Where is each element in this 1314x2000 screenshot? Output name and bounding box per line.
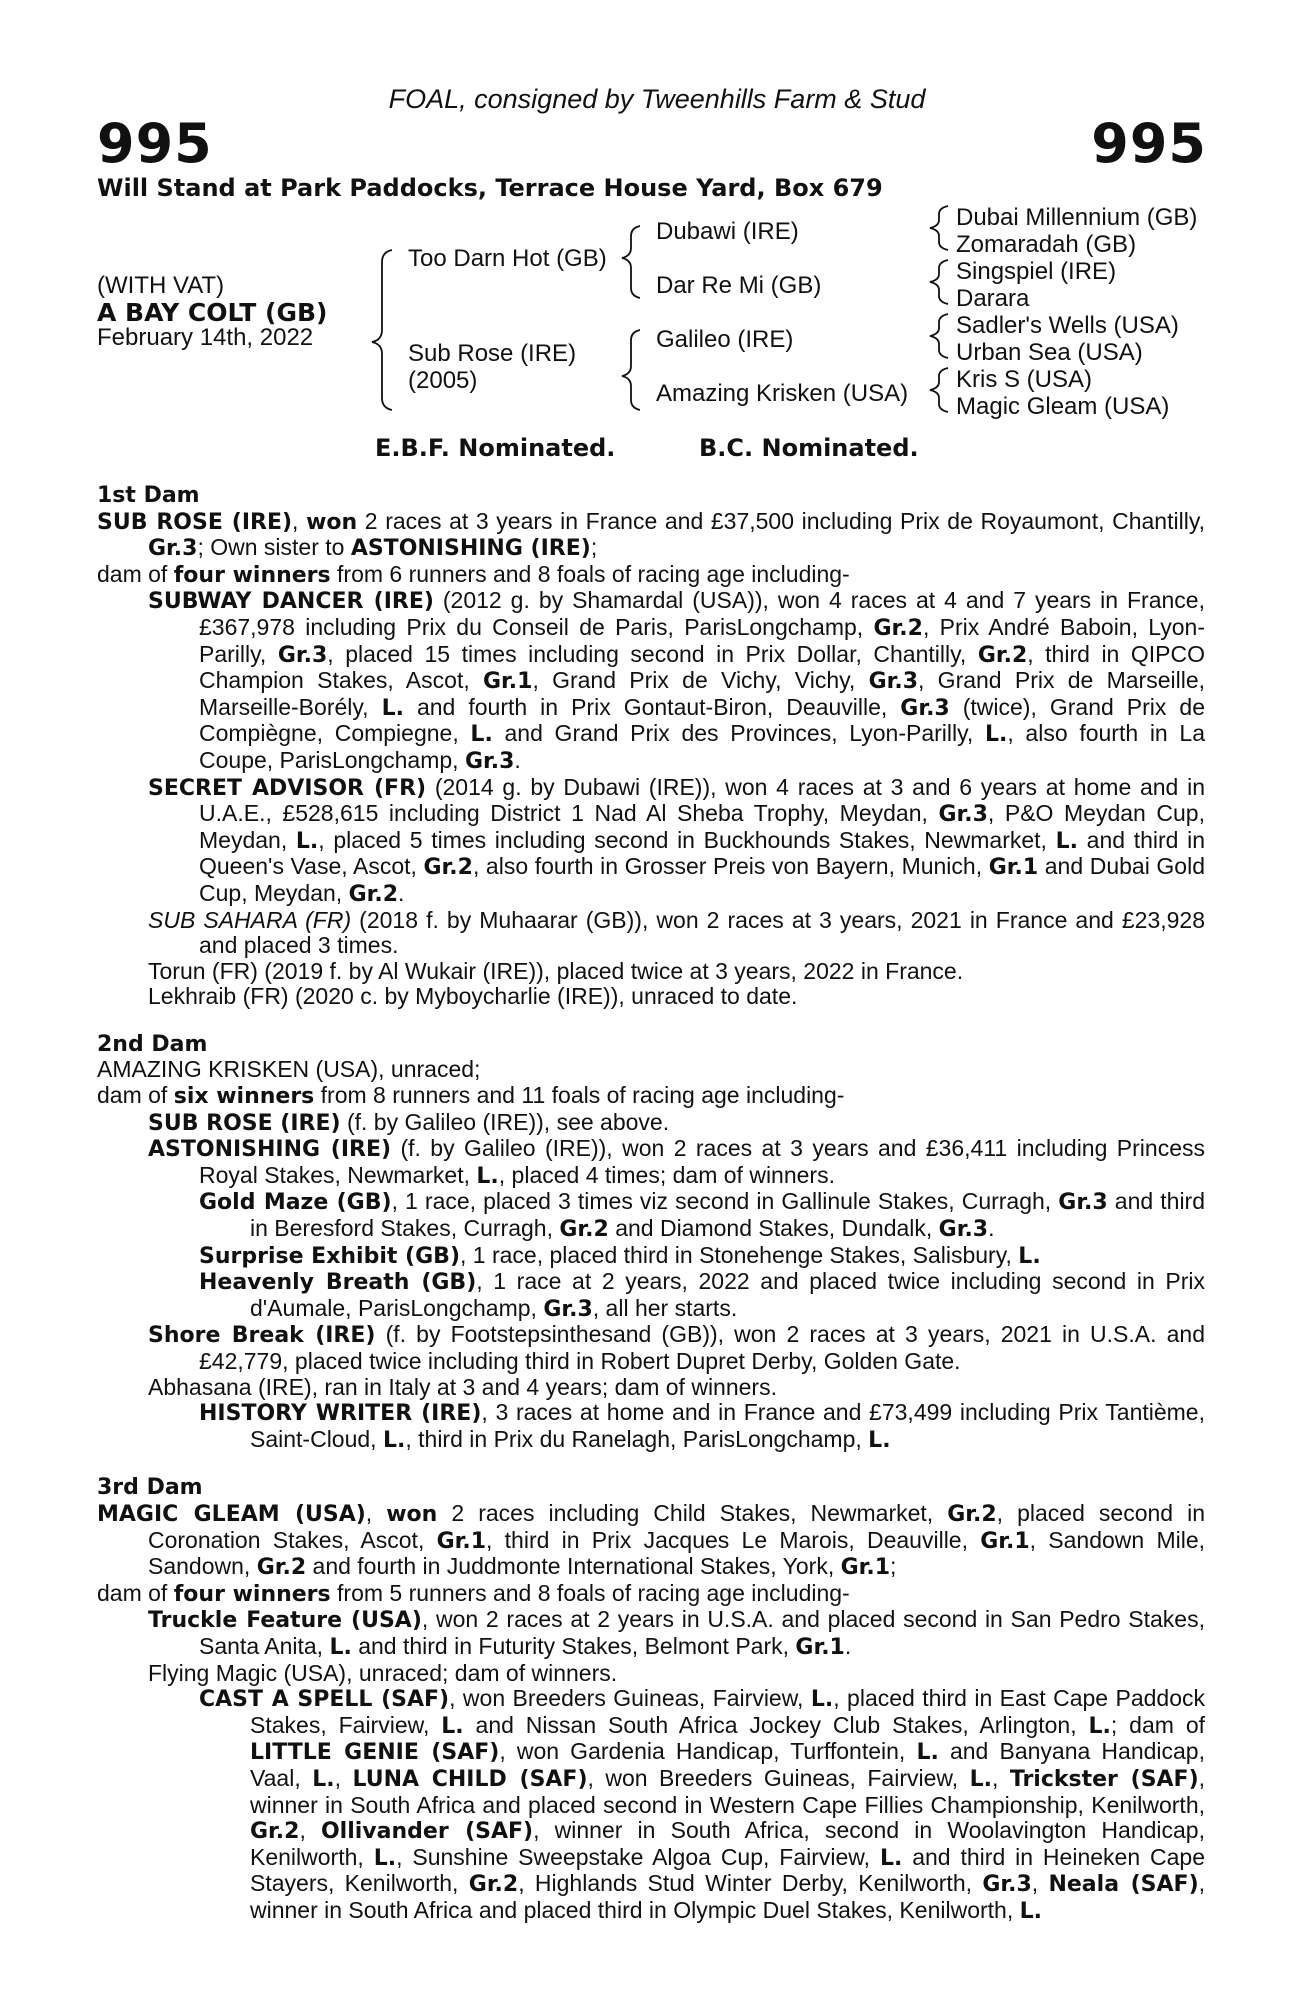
- consignor-line: FOAL, consigned by Tweenhills Farm & Stud: [388, 84, 926, 114]
- entry-paragraph: Shore Break (IRE) (f. by Footstepsinthesand (GB)), won 2 races at 3 years, 2021 in U.S.A. and £42,779, placed twice including third in Robert Dupret Derby, Golden Gate.: [148, 1321, 1205, 1374]
- third-dam-paragraphs: [97, 1501, 1205, 1925]
- dam-dam: Amazing Krisken (USA): [656, 380, 909, 407]
- entry-paragraph: dam of four winners from 6 runners and 8 foals of racing age including-: [97, 560, 850, 588]
- entry-paragraph: Torun (FR) (2019 f. by Al Wukair (IRE)), placed twice at 3 years, 2022 in France.: [148, 957, 964, 984]
- entry-paragraph: SUB SAHARA (FR) (2018 f. by Muhaarar (GB)), won 2 races at 3 years, 2021 in France and £23,928 and placed 3 times.: [148, 906, 1206, 959]
- entry-paragraph: HISTORY WRITER (IRE), 3 races at home and in France and £73,499 including Prix Tantième, Saint-Cloud, L., third in Prix du Ranelagh, ParisLongchamp, L.: [199, 1399, 1205, 1453]
- lot-number-right: 995: [1091, 112, 1207, 175]
- ggp-4: Darara: [956, 285, 1030, 312]
- catalogue-body: [97, 483, 1205, 1924]
- entry-paragraph: SUB ROSE (IRE) (f. by Galileo (IRE)), see above.: [148, 1108, 670, 1136]
- ggp-1: Dubai Millennium (GB): [956, 204, 1198, 231]
- ggp-5: Sadler's Wells (USA): [956, 312, 1179, 339]
- ggp-8: Magic Gleam (USA): [956, 393, 1170, 420]
- third-dam-heading: 3rd Dam: [97, 1475, 203, 1501]
- dam-year: (2005): [408, 367, 478, 394]
- bc-nominated: B.C. Nominated.: [699, 434, 919, 462]
- ebf-nominated: E.B.F. Nominated.: [375, 434, 616, 462]
- first-dam-paragraphs: [97, 509, 1205, 1010]
- entry-paragraph: AMAZING KRISKEN (USA), unraced;: [97, 1056, 481, 1083]
- entry-paragraph: dam of four winners from 5 runners and 8 foals of racing age including-: [97, 1579, 850, 1607]
- ggp-6: Urban Sea (USA): [956, 339, 1143, 366]
- entry-paragraph: dam of six winners from 8 runners and 11 foals of racing age including-: [97, 1082, 845, 1110]
- stand-location: Will Stand at Park Paddocks, Terrace House Yard, Box 679: [97, 174, 883, 202]
- entry-paragraph: Flying Magic (USA), unraced; dam of winners.: [148, 1659, 618, 1686]
- dam-sire: Galileo (IRE): [656, 326, 794, 353]
- dam: Sub Rose (IRE): [408, 340, 577, 367]
- entry-paragraph: Gold Maze (GB), 1 race, placed 3 times viz second in Gallinule Stakes, Curragh, Gr.3 and third in Beresford Stakes, Curragh, Gr.2 and Diamond Stakes, Dundalk, Gr.3.: [199, 1188, 1206, 1243]
- lot-number-left: 995: [97, 112, 213, 175]
- first-dam-heading: 1st Dam: [97, 483, 200, 508]
- entry-paragraph: ASTONISHING (IRE) (f. by Galileo (IRE)), won 2 races at 3 years and £36,411 including Princess Royal Stakes, Newmarket, L., placed 4 times; dam of winners.: [148, 1135, 1205, 1189]
- entry-paragraph: SUB ROSE (IRE), won 2 races at 3 years in France and £37,500 including Prix de Royaumont, Chantilly, Gr.3; Own sister to ASTONISHING (IRE);: [97, 507, 1205, 562]
- foaling-date: February 14th, 2022: [97, 324, 314, 351]
- ggp-2: Zomaradah (GB): [956, 231, 1137, 258]
- second-dam-section: [97, 1032, 1205, 1454]
- sire-sire: Dubawi (IRE): [656, 218, 799, 245]
- lot-title: A BAY COLT (GB): [97, 298, 328, 327]
- ggp-7: Kris S (USA): [956, 366, 1093, 393]
- entry-paragraph: MAGIC GLEAM (USA), won 2 races including Child Stakes, Newmarket, Gr.2, placed second in Coronation Stakes, Ascot, Gr.1, third in Prix Jacques Le Marois, Deauville, Gr.1, Sandown Mile, Sandown, Gr.2 and fourth in Juddmonte International Stakes, York, Gr.1;: [97, 1499, 1206, 1581]
- sire-dam: Dar Re Mi (GB): [656, 272, 822, 299]
- first-dam-section: [97, 483, 1205, 1010]
- sire: Too Darn Hot (GB): [408, 245, 607, 272]
- ggp-3: Singspiel (IRE): [956, 258, 1117, 285]
- entry-paragraph: CAST A SPELL (SAF), won Breeders Guineas, Fairview, L., placed third in East Cape Paddock Stakes, Fairview, L. and Nissan South Africa Jockey Club Stakes, Arlington, L.; dam of LITTLE GENIE (SAF), won Gardenia Handicap, Turffontein, L. and Banyana Handicap, Vaal, L., LUNA CHILD (SAF), won Breeders Guineas, Fairview, L., Trickster (SAF), winner in South Africa and placed second in Western Cape Fillies Championship, Kenilworth, Gr.2, Ollivander (SAF), winner in South Africa, second in Woolavington Handicap, Kenilworth, L., Sunshine Sweepstake Algoa Cup, Fairview, L. and third in Heineken Cape Stayers, Kenilworth, Gr.2, Highlands Stud Winter Derby, Kenilworth, Gr.3, Neala (SAF), winner in South Africa and placed third in Olympic Duel Stakes, Kenilworth, L.: [199, 1685, 1206, 1924]
- entry-paragraph: Truckle Feature (USA), won 2 races at 2 years in U.S.A. and placed second in San Pedro Stakes, Santa Anita, L. and third in Futurity Stakes, Belmont Park, Gr.1.: [148, 1606, 1205, 1660]
- entry-paragraph: SECRET ADVISOR (FR) (2014 g. by Dubawi (IRE)), won 4 races at 3 and 6 years at home and in U.A.E., £528,615 including District 1 Nad Al Sheba Trophy, Meydan, Gr.3, P&O Meydan Cup, Meydan, L., placed 5 times including second in Buckhounds Stakes, Newmarket, L. and third in Queen's Vase, Ascot, Gr.2, also fourth in Grosser Preis von Bayern, Munich, Gr.1 and Dubai Gold Cup, Meydan, Gr.2.: [148, 773, 1205, 907]
- entry-paragraph: Surprise Exhibit (GB), 1 race, placed third in Stonehenge Stakes, Salisbury, L.: [199, 1241, 1041, 1269]
- entry-paragraph: Abhasana (IRE), ran in Italy at 3 and 4 years; dam of winners.: [148, 1373, 777, 1400]
- second-dam-paragraphs: [97, 1057, 1205, 1453]
- entry-paragraph: SUBWAY DANCER (IRE) (2012 g. by Shamardal (USA)), won 4 races at 4 and 7 years in France, £367,978 including Prix du Conseil de Paris, ParisLongchamp, Gr.2, Prix André Baboin, Lyon-Parilly, Gr.3, placed 15 times including second in Prix Dollar, Chantilly, Gr.2, third in QIPCO Champion Stakes, Ascot, Gr.1, Grand Prix de Vichy, Vichy, Gr.3, Grand Prix de Marseille, Marseille-Borély, L. and fourth in Prix Gontaut-Biron, Deauville, Gr.3 (twice), Grand Prix de Compiègne, Compiegne, L. and Grand Prix des Provinces, Lyon-Parilly, L., also fourth in La Coupe, ParisLongchamp, Gr.3.: [148, 587, 1206, 774]
- second-dam-heading: 2nd Dam: [97, 1031, 208, 1057]
- entry-paragraph: Heavenly Breath (GB), 1 race at 2 years, 2022 and placed twice including second in Prix d'Aumale, ParisLongchamp, Gr.3, all her starts.: [199, 1268, 1205, 1322]
- entry-paragraph: Lekhraib (FR) (2020 c. by Myboycharlie (IRE)), unraced to date.: [148, 983, 798, 1010]
- third-dam-section: [97, 1475, 1205, 1924]
- vat-note: (WITH VAT): [97, 272, 225, 299]
